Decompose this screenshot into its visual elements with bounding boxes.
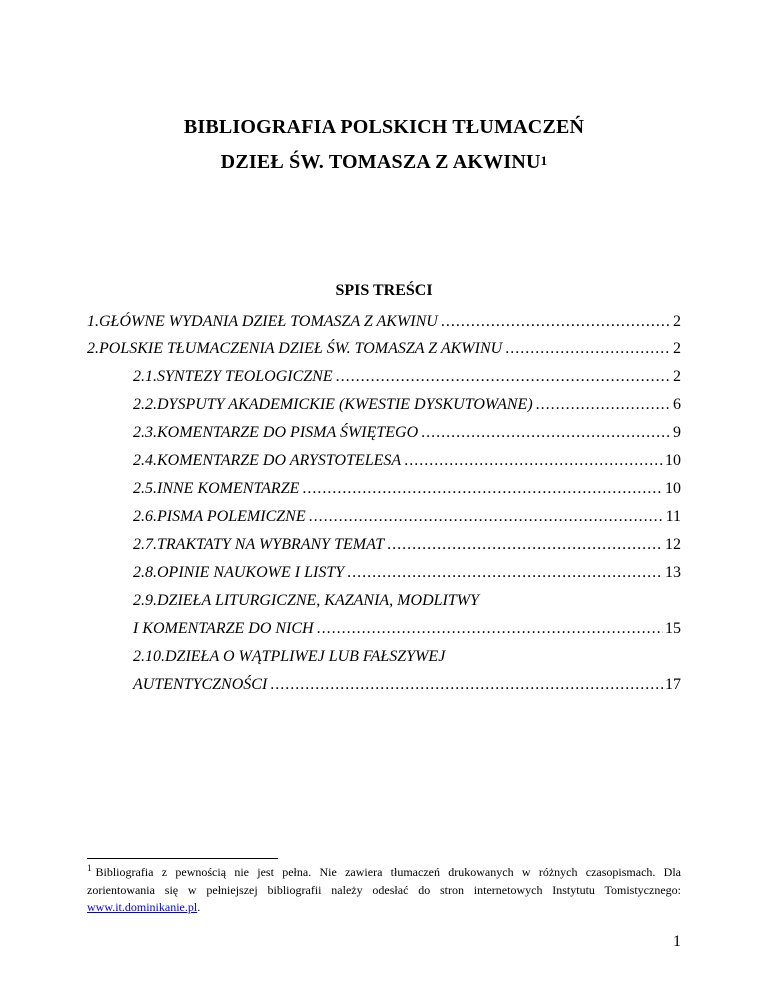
toc-entry-label: I KOMENTARZE DO NICH [133,620,314,637]
document-title-line-2-text: DZIEŁ ŚW. TOMASZA Z AKWINU [220,151,541,173]
toc-entry-label: POLSKIE TŁUMACZENIA DZIEŁ ŚW. TOMASZA Z AKWINU [99,340,503,357]
toc-entry-2-9-line-1[interactable]: 2.9.DZIEŁA LITURGICZNE, KAZANIA, MODLITWY [133,592,479,609]
toc-entry-page: 2 [673,340,681,357]
toc-entry-label: 2.7.TRAKTATY NA WYBRANY TEMAT [133,536,385,553]
toc-entry-1[interactable] [87,313,681,331]
toc-entry-page: 10 [665,452,681,469]
toc-leader-dots [387,536,663,554]
toc-entry-label: AUTENTYCZNOŚCI [133,676,268,693]
toc-leader-dots [270,676,663,694]
toc-leader-dots [404,452,663,470]
title-footnote-reference[interactable]: 1 [540,153,548,168]
toc-entry-page: 10 [665,480,681,497]
toc-entry-page: 15 [665,620,681,637]
toc-entry-2-10-line-1[interactable]: 2.10.DZIEŁA O WĄTPLIWEJ LUB FAŁSZYWEJ [133,648,446,665]
toc-leader-dots [421,424,671,442]
document-title-line-1: BIBLIOGRAFIA POLSKICH TŁUMACZEŃ [183,116,585,138]
toc-entry-number: 1. [87,313,99,330]
toc-leader-dots [317,620,663,638]
toc-entry-2-5[interactable] [133,480,681,498]
toc-entry-page: 2 [673,313,681,330]
toc-entry-label: 2.2.DYSPUTY AKADEMICKIE (KWESTIE DYSKUTOWANE) [133,396,533,413]
toc-entry-2-8[interactable] [133,564,681,582]
toc-leader-dots [441,313,671,331]
toc-leader-dots [347,564,663,582]
toc-leader-dots [536,396,671,414]
footnote-tail: . [197,900,201,914]
toc-entry-label: 2.3.KOMENTARZE DO PISMA ŚWIĘTEGO [133,424,419,441]
toc-entry-label: 2.4.KOMENTARZE DO ARYSTOTELESA [133,452,402,469]
toc-entry-page: 12 [665,536,681,553]
toc-entry-page: 2 [673,368,681,385]
toc-leader-dots [302,480,663,498]
toc-entry-2-4[interactable] [133,452,681,470]
toc-entry-label: 2.1.SYNTEZY TEOLOGICZNE [133,368,333,385]
toc-entry-page: 13 [665,564,681,581]
page-number: 1 [673,933,681,950]
toc-entry-label: 2.6.PISMA POLEMICZNE [133,508,306,525]
document-title-line-2 [0,151,768,174]
toc-entry-2-6[interactable] [133,508,681,526]
toc-entry-2-2[interactable] [133,396,681,414]
toc-leader-dots [309,508,664,526]
toc-entry-label: 2.8.OPINIE NAUKOWE I LISTY [133,564,345,581]
footnote-link[interactable]: www.it.dominikanie.pl [87,900,198,914]
toc-heading: SPIS TREŚCI [335,282,433,299]
toc-entry-2-7[interactable] [133,536,681,554]
toc-entry-page: 9 [673,424,681,441]
toc-entry-label: GŁÓWNE WYDANIA DZIEŁ TOMASZA Z AKWINU [99,313,438,330]
toc-entry-2-10[interactable] [133,676,681,694]
toc-entry-2-3[interactable] [133,424,681,442]
toc-entry-page: 11 [665,508,681,525]
toc-entry-page: 17 [665,676,681,693]
footnote-text: Bibliografia z pewnością nie jest pełna. Nie zawiera tłumaczeń drukowanych w różnych czasopismach. Dla zorientowania się w pełniejszej bibliografii należy odesłać do stron internetowych Instytutu Tomistycznego: [87,865,681,897]
toc-entry-page: 6 [673,396,681,413]
footnote [87,864,681,916]
footnote-mark: 1 [87,863,92,873]
toc-entry-label: 2.5.INNE KOMENTARZE [133,480,300,497]
footnote-separator [87,858,278,859]
toc-entry-2-1[interactable] [133,368,681,386]
toc-leader-dots [336,368,671,386]
toc-entry-2[interactable] [87,340,681,358]
toc-entry-2-9[interactable] [133,620,681,638]
toc-entry-number: 2. [87,340,99,357]
toc-leader-dots [505,340,671,358]
